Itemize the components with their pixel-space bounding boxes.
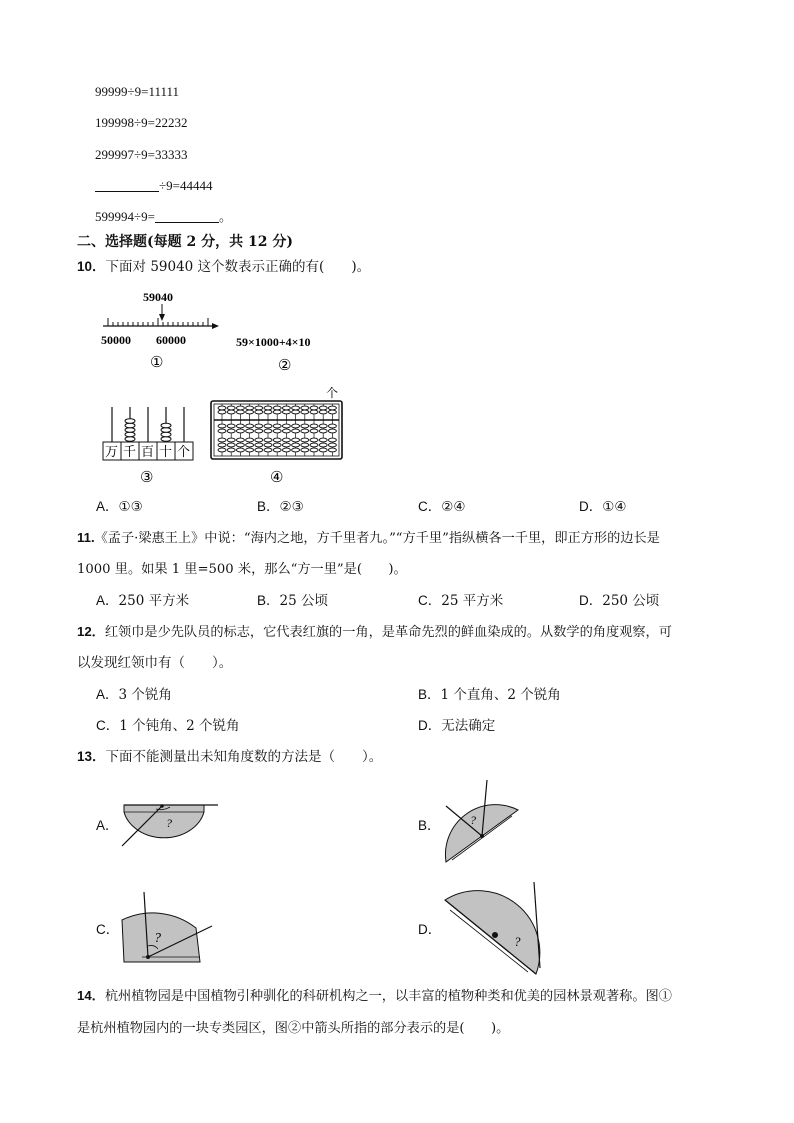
section-title: 二、选择题(每题 2 分，共 12 分) <box>77 234 293 250</box>
abacus-bead <box>292 424 300 428</box>
abacus-bead <box>246 410 254 414</box>
abacus-bead <box>292 438 300 442</box>
question-text-line-2: 以发现红领巾有（ ）。 <box>77 655 233 671</box>
question-text-segment: 中箭头所指的部分表示的是( )。 <box>301 1021 510 1036</box>
unknown-angle-mark: ? <box>166 816 172 830</box>
abacus-bead <box>292 443 300 447</box>
abacus-bead <box>310 410 318 414</box>
abacus-bead <box>236 406 244 410</box>
abacus-bead <box>328 406 336 410</box>
abacus-bead <box>319 406 327 410</box>
place-label-wan: 万 <box>105 444 119 459</box>
abacus-bead <box>255 448 263 452</box>
abacus-bead <box>273 406 281 410</box>
abacus-bead <box>273 438 281 442</box>
abacus-bead <box>218 443 226 447</box>
abacus-bead <box>218 406 226 410</box>
abacus-bead <box>218 438 226 442</box>
abacus-bead <box>227 406 235 410</box>
abacus-bead <box>236 443 244 447</box>
pattern-line-5 <box>95 209 232 225</box>
number-line-left-label: 50000 <box>101 333 131 347</box>
axis-arrow-icon <box>212 323 219 329</box>
abacus-bead <box>273 443 281 447</box>
abacus-bead <box>282 410 290 414</box>
protractor-d <box>445 891 540 974</box>
abacus-bead <box>255 443 263 447</box>
question-number: 12． <box>77 624 105 639</box>
question-text-line-2 <box>77 1021 509 1037</box>
abacus-bead <box>273 448 281 452</box>
q10-option-b[interactable]: B．②③ <box>257 499 304 515</box>
abacus-bead <box>236 438 244 442</box>
number-line-right-label: 60000 <box>156 333 186 347</box>
abacus-bead <box>255 406 263 410</box>
pattern-line-5-text: 599994÷9= <box>95 209 155 224</box>
pattern-line-4 <box>95 178 212 194</box>
abacus-bead <box>227 429 235 433</box>
abacus-bead <box>227 438 235 442</box>
abacus-bead <box>310 438 318 442</box>
q13-option-c[interactable]: C． <box>96 922 120 937</box>
q10-option-d[interactable]: D．①④ <box>579 499 627 515</box>
q11-option-b[interactable]: B．25 公顷 <box>257 593 328 609</box>
abacus-bead <box>301 410 309 414</box>
abacus-bead <box>310 443 318 447</box>
question-12 <box>77 624 672 641</box>
abacus-bead <box>282 406 290 410</box>
abacus-bead <box>282 448 290 452</box>
abacus-bead <box>292 406 300 410</box>
question-text: 下面不能测量出未知角度数的方法是（ ）。 <box>105 749 383 765</box>
unknown-angle-mark: ? <box>154 931 161 946</box>
place-label-bai: 百 <box>141 444 155 459</box>
abacus-bead <box>301 448 309 452</box>
question-text: 下面对 59040 这个数表示正确的有( )。 <box>105 259 371 275</box>
period: 。 <box>218 209 232 224</box>
abacus-bead <box>236 429 244 433</box>
abacus-bead <box>319 443 327 447</box>
abacus-bead <box>328 443 336 447</box>
abacus-bead <box>310 406 318 410</box>
question-14 <box>77 988 672 1005</box>
q13-option-b[interactable]: B． <box>418 818 441 833</box>
abacus-unit-label: 个 <box>326 386 339 400</box>
abacus-bead <box>301 438 309 442</box>
figure-label-1: ① <box>150 355 164 371</box>
question-number: 11. <box>77 530 95 545</box>
abacus-bead <box>218 410 226 414</box>
abacus-bead <box>310 429 318 433</box>
pattern-line-4-text: ÷9=44444 <box>159 178 213 193</box>
abacus-bead <box>282 424 290 428</box>
abacus-bead <box>319 410 327 414</box>
abacus-bead <box>236 424 244 428</box>
q12-option-d[interactable]: D．无法确定 <box>418 718 496 734</box>
abacus-bead <box>319 448 327 452</box>
abacus-bead <box>319 438 327 442</box>
abacus-bead <box>292 429 300 433</box>
abacus-bead <box>292 448 300 452</box>
q12-option-a[interactable]: A．3 个锐角 <box>96 687 172 703</box>
q10-option-a[interactable]: A．①③ <box>96 499 143 515</box>
abacus-bead <box>246 443 254 447</box>
q13-option-a[interactable]: A． <box>96 818 119 833</box>
abacus-bead <box>264 410 272 414</box>
abacus-bead <box>264 406 272 410</box>
q11-option-d[interactable]: D．250 公顷 <box>579 593 660 609</box>
abacus-bead <box>328 410 336 414</box>
abacus-bead <box>264 448 272 452</box>
abacus-bead <box>236 410 244 414</box>
place-label-shi: 十 <box>159 444 173 459</box>
protractor-c-figure <box>118 888 218 968</box>
abacus-bead <box>218 429 226 433</box>
abacus-bead <box>310 424 318 428</box>
abacus-bead <box>246 406 254 410</box>
q12-option-c[interactable]: C．1 个钝角、2 个锐角 <box>96 718 240 734</box>
question-number: 13． <box>77 749 106 764</box>
abacus-bead <box>264 438 272 442</box>
abacus-bead <box>319 424 327 428</box>
abacus-bead <box>319 429 327 433</box>
abacus-bead <box>273 424 281 428</box>
pattern-line-2: 199998÷9=22232 <box>95 115 188 130</box>
answer-blank[interactable] <box>95 179 159 192</box>
abacus-bead <box>246 424 254 428</box>
abacus-bead <box>227 424 235 428</box>
answer-blank[interactable] <box>155 210 219 223</box>
abacus-bead <box>301 429 309 433</box>
pattern-line-3: 299997÷9=33333 <box>95 147 188 162</box>
abacus-bead <box>264 443 272 447</box>
question-13 <box>77 749 382 765</box>
abacus-bead <box>264 424 272 428</box>
question-text-line-2: 1000 里。如果 1 里=500 米，那么“方一里”是( )。 <box>77 562 407 577</box>
figure-label-3: ③ <box>140 470 154 486</box>
abacus-figure <box>208 384 348 488</box>
abacus-bead <box>282 438 290 442</box>
abacus-bead <box>282 443 290 447</box>
question-text-segment: 是杭州植物园内的一块专类园区，图 <box>77 1021 288 1036</box>
abacus-bead <box>282 429 290 433</box>
abacus-bead <box>264 429 272 433</box>
abacus-bead <box>246 429 254 433</box>
protractor-d-figure <box>440 880 552 976</box>
place-label-ge: 个 <box>177 444 191 459</box>
place-label-qian: 千 <box>123 444 137 459</box>
abacus-bead <box>301 443 309 447</box>
abacus-bead <box>328 429 336 433</box>
abacus-bead <box>273 429 281 433</box>
question-text-line-1: 《孟子·梁惠王上》中说：“海内之地，方千里者九。”“方千里”指纵横各一千里，即正方形的边长是 <box>94 531 660 546</box>
abacus-bead <box>301 424 309 428</box>
figure-ref-1: ① <box>658 989 672 1004</box>
q11-option-c[interactable]: C．25 平方米 <box>418 593 504 609</box>
question-number: 14． <box>77 988 105 1003</box>
abacus-bead <box>227 410 235 414</box>
abacus-bead <box>328 424 336 428</box>
abacus-bead <box>310 448 318 452</box>
number-line-figure <box>98 287 228 373</box>
question-text-line-1: 红领巾是少先队员的标志，它代表红旗的一角，是革命先烈的鲜血染成的。从数学的角度观察，可 <box>104 625 672 640</box>
abacus-bead <box>255 429 263 433</box>
number-line-top-label: 59040 <box>143 290 173 304</box>
abacus-bead <box>218 424 226 428</box>
q10-option-c[interactable]: C．②④ <box>418 499 466 515</box>
abacus-bead <box>218 448 226 452</box>
q13-option-d[interactable]: D． <box>418 922 442 937</box>
abacus-bead <box>301 406 309 410</box>
abacus-bead <box>227 448 235 452</box>
abacus-bead <box>227 443 235 447</box>
abacus-bead <box>273 410 281 414</box>
q11-option-a[interactable]: A．250 平方米 <box>96 593 190 609</box>
pattern-line-1: 99999÷9=11111 <box>95 84 180 99</box>
figure-label-4: ④ <box>270 470 284 486</box>
unknown-angle-mark: ? <box>470 813 476 827</box>
expression-figure <box>232 330 347 375</box>
counting-frame-figure <box>100 405 196 487</box>
abacus-bead <box>292 410 300 414</box>
abacus-bead <box>328 438 336 442</box>
question-11 <box>77 530 660 547</box>
abacus-bead <box>328 448 336 452</box>
abacus-bead <box>255 424 263 428</box>
number-line-ticks <box>108 318 208 326</box>
q12-option-b[interactable]: B．1 个直角、2 个锐角 <box>418 687 561 703</box>
question-number: 10． <box>77 259 106 274</box>
question-text-line-1: 杭州植物园是中国植物引种驯化的科研机构之一，以丰富的植物种类和优美的园林景观著称。图 <box>104 989 659 1004</box>
expression-text: 59×1000+4×10 <box>236 335 311 349</box>
unknown-angle-mark: ? <box>514 934 521 949</box>
abacus-bead <box>255 410 263 414</box>
figure-label-2: ② <box>278 358 292 374</box>
abacus-bead <box>246 448 254 452</box>
arrow-head-icon <box>159 314 165 321</box>
abacus-bead <box>255 438 263 442</box>
question-10 <box>77 259 370 275</box>
abacus-bead <box>236 448 244 452</box>
figure-ref-2: ② <box>288 1021 302 1036</box>
protractor-b-figure <box>440 776 532 868</box>
protractor-a-figure <box>118 797 222 851</box>
abacus-bead <box>246 438 254 442</box>
